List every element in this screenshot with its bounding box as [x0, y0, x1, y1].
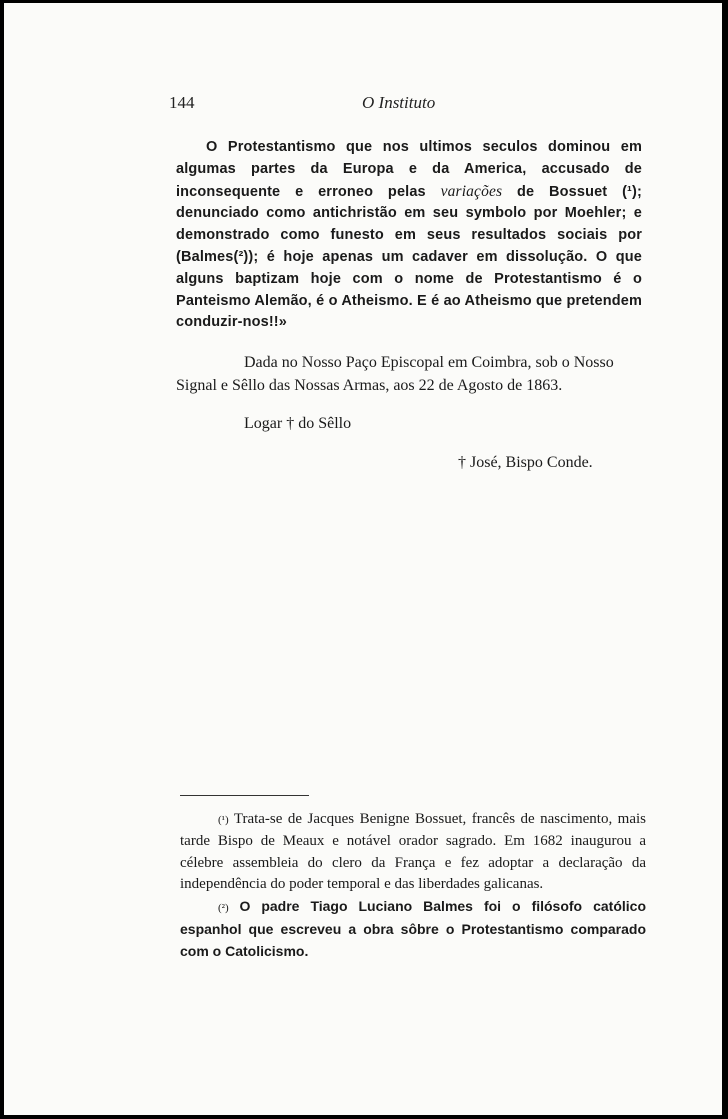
seal-place: Logar † do Sêllo: [244, 415, 352, 433]
footnote-separator: [180, 795, 309, 796]
protestantism-paragraph: [176, 137, 642, 334]
footnote-2-text: O padre Tiago Luciano Balmes foi o filósofo católico espanhol que escreveu a obra sôbre o Protestantismo comparado com o Catolicismo.: [180, 897, 646, 960]
paragraph-text-start: O Protestantismo que nos ultimos seculos dominou em algumas partes da Europa e da America, accusado de inconsequente e erroneo pelas: [176, 139, 642, 200]
dated-line-2: Signal e Sêllo das Nossas Armas, aos 22 de Agosto de 1863.: [176, 377, 563, 395]
footnote-2-mark: (²): [218, 901, 229, 914]
paragraph-italic-word: variações: [440, 182, 503, 200]
book-page: [4, 3, 722, 1115]
running-title: O Instituto: [362, 93, 436, 112]
footnote-1-mark: (¹): [218, 814, 229, 826]
footnote-2: [180, 896, 646, 964]
dated-closing: [176, 351, 642, 397]
dated-line-1: Dada no Nosso Paço Episcopal em Coimbra, sob o Nosso: [244, 354, 614, 372]
page-header: [4, 93, 722, 115]
main-text: [176, 137, 642, 474]
page-number: 144: [169, 93, 195, 112]
footnote-1-text: Trata-se de Jacques Benigne Bossuet, francês de nascimento, mais tarde Bispo de Meaux e notável orador sagrado. Em 1682 inaugurou a célebre assembleia do clero da França e fez adoptar a declaração da independência do poder temporal e das liberdades galicanas.: [180, 811, 646, 893]
signature: † José, Bispo Conde.: [458, 453, 593, 471]
footnote-1: [180, 809, 646, 896]
footnotes: [180, 809, 646, 964]
paragraph-text-end: de Bossuet (¹); denunciado como antichristão em seu symbolo por Moehler; e demonstrado como funesto em seus resultados sociais por (Balmes(²)); é hoje apenas um cadaver em dissolução. O que alguns baptizam hoje com o nome de Protestantismo é o Panteismo Alemão, é o Atheismo. E é ao Atheismo que pretendem conduzir-nos!!»: [176, 183, 642, 331]
